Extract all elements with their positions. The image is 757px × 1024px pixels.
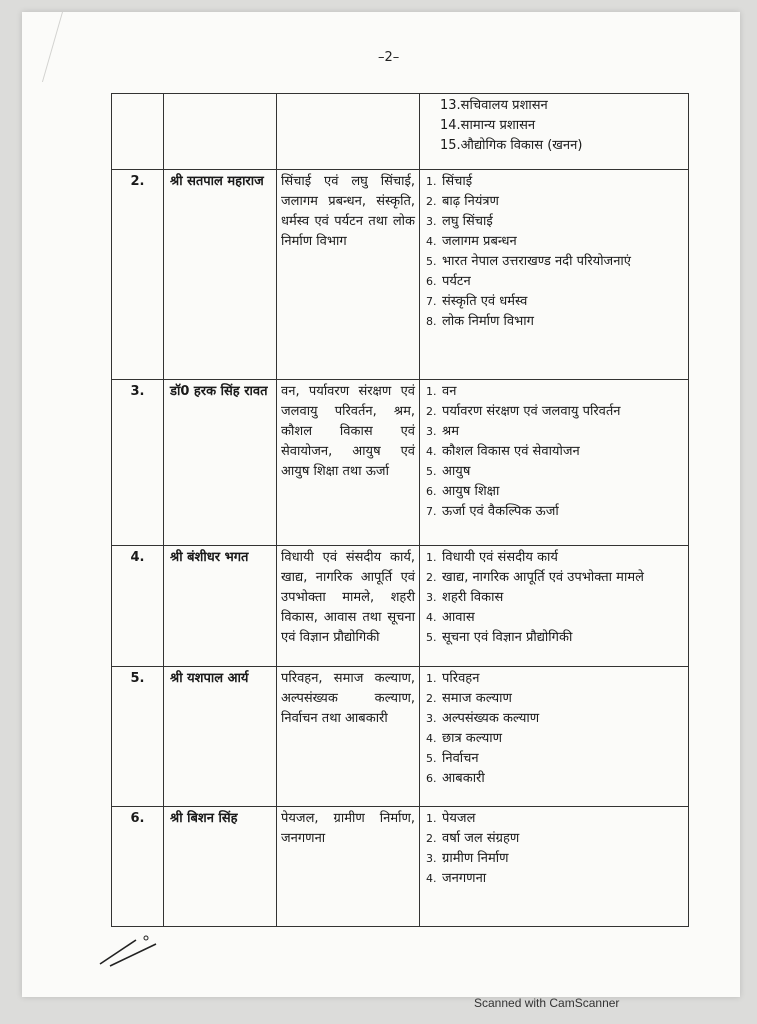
minister-name: श्री बंशीधर भगत <box>164 546 277 667</box>
list-item: 1. वन <box>426 384 457 399</box>
list-item: 13.सचिवालय प्रशासन <box>440 98 548 113</box>
scanner-watermark: Scanned with CamScanner <box>474 996 620 1010</box>
serial-number: 6. <box>112 807 164 927</box>
list-item: 3. अल्पसंख्यक कल्याण <box>426 711 540 726</box>
list-item: 3. ग्रामीण निर्माण <box>426 851 509 866</box>
list-item: 4. कौशल विकास एवं सेवायोजन <box>426 444 580 459</box>
list-item: 5. निर्वाचन <box>426 751 479 766</box>
serial-number: 2. <box>112 170 164 380</box>
department-list-cell <box>420 380 689 546</box>
table-row <box>112 170 689 380</box>
list-item: 5. सूचना एवं विज्ञान प्रौद्योगिकी <box>426 630 573 645</box>
list-item: 2. खाद्य, नागरिक आपूर्ति एवं उपभोक्ता मामले <box>426 570 644 585</box>
table-row <box>112 380 689 546</box>
serial-number: 5. <box>112 667 164 807</box>
table-row <box>112 546 689 667</box>
list-item: 5. आयुष <box>426 464 471 479</box>
signature-mark <box>96 930 166 970</box>
list-item: 8. लोक निर्माण विभाग <box>426 314 534 329</box>
list-item: 4. जलागम प्रबन्धन <box>426 234 517 249</box>
list-item: 1. परिवहन <box>426 671 480 686</box>
portfolio-text: सिंचाई एवं लघु सिंचाई, जलागम प्रबन्धन, संस्कृति, धर्मस्व एवं पर्यटन तथा लोक निर्माण विभाग <box>277 170 420 380</box>
list-item: 3. शहरी विकास <box>426 590 504 605</box>
table-row-continuation <box>112 94 689 170</box>
name-cell <box>164 94 277 170</box>
serial-number: 3. <box>112 380 164 546</box>
page-fold-mark <box>42 12 103 82</box>
minister-name: श्री बिशन सिंह <box>164 807 277 927</box>
minister-name: श्री यशपाल आर्य <box>164 667 277 807</box>
list-item: 4. आवास <box>426 610 475 625</box>
list-item: 6. आबकारी <box>426 771 485 786</box>
minister-name: श्री सतपाल महाराज <box>164 170 277 380</box>
portfolio-text: पेयजल, ग्रामीण निर्माण, जनगणना <box>277 807 420 927</box>
list-item: 7. ऊर्जा एवं वैकल्पिक ऊर्जा <box>426 504 559 519</box>
list-item: 3. लघु सिंचाई <box>426 214 493 229</box>
table-row <box>112 807 689 927</box>
list-item: 1. सिंचाई <box>426 174 473 189</box>
department-list-cell <box>420 807 689 927</box>
list-item: 4. जनगणना <box>426 871 487 886</box>
serial-number: 4. <box>112 546 164 667</box>
portfolio-cell <box>277 94 420 170</box>
list-item: 1. विधायी एवं संसदीय कार्य <box>426 550 558 565</box>
list-item: 15.औद्योगिक विकास (खनन) <box>440 138 583 153</box>
department-list-cell <box>420 667 689 807</box>
portfolio-text: विधायी एवं संसदीय कार्य, खाद्य, नागरिक आपूर्ति एवं उपभोक्ता मामले, शहरी विकास, आवास तथा सूचना एवं विज्ञान प्रौद्योगिकी <box>277 546 420 667</box>
minister-portfolio-table <box>111 93 689 927</box>
department-list-cell <box>420 94 689 170</box>
portfolio-text: वन, पर्यावरण संरक्षण एवं जलवायु परिवर्तन, श्रम, कौशल विकास एवं सेवायोजन, आयुष एवं आयुष शिक्षा तथा ऊर्जा <box>277 380 420 546</box>
list-item: 6. आयुष शिक्षा <box>426 484 500 499</box>
list-item: 1. पेयजल <box>426 811 476 826</box>
list-item: 2. समाज कल्याण <box>426 691 512 706</box>
list-item: 2. वर्षा जल संग्रहण <box>426 831 520 846</box>
minister-name: डॉ0 हरक सिंह रावत <box>164 380 277 546</box>
page-number: –2– <box>378 50 400 65</box>
list-item: 2. बाढ़ नियंत्रण <box>426 194 499 209</box>
list-item: 3. श्रम <box>426 424 459 439</box>
list-item: 7. संस्कृति एवं धर्मस्व <box>426 294 528 309</box>
department-list-cell <box>420 170 689 380</box>
list-item: 2. पर्यावरण संरक्षण एवं जलवायु परिवर्तन <box>426 404 621 419</box>
list-item: 4. छात्र कल्याण <box>426 731 503 746</box>
table-row <box>112 667 689 807</box>
list-item: 14.सामान्य प्रशासन <box>440 118 536 133</box>
portfolio-text: परिवहन, समाज कल्याण, अल्पसंख्यक कल्याण, निर्वाचन तथा आबकारी <box>277 667 420 807</box>
num-cell <box>112 94 164 170</box>
department-list-cell <box>420 546 689 667</box>
list-item: 6. पर्यटन <box>426 274 471 289</box>
list-item: 5. भारत नेपाल उत्तराखण्ड नदी परियोजनाएं <box>426 254 631 269</box>
